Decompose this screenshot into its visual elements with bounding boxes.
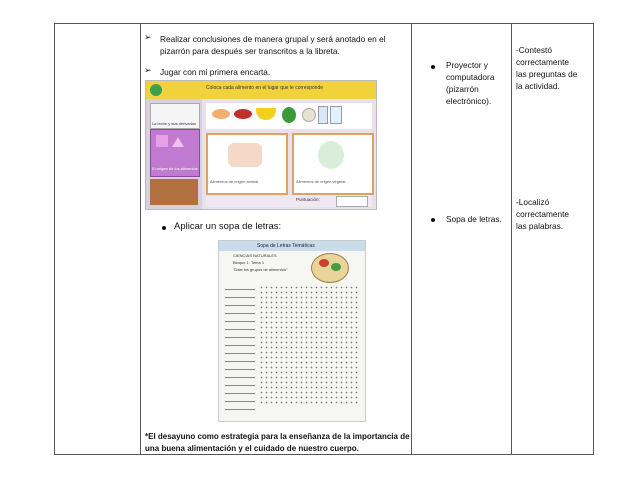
column-divider-2	[411, 23, 412, 455]
food-bottle-icon	[330, 106, 342, 124]
evaluation-2-line-2: correctamente	[516, 209, 570, 219]
food-bread-icon	[212, 109, 230, 119]
game-caption-origin: El origen de los alimentos	[152, 166, 198, 171]
bullet-icon	[431, 65, 435, 69]
word-search-subject: CIENCIAS NATURALES	[233, 253, 277, 258]
resource-1-line-1: Proyector y	[446, 60, 488, 70]
evaluation-located	[516, 196, 592, 232]
evaluation-2-line-1: -Localizó	[516, 197, 550, 207]
word-search-subtitle: "Dale los grupos de alimentos"	[233, 267, 288, 272]
score-box	[336, 196, 368, 207]
column-divider-1	[140, 23, 141, 455]
evaluation-1-line-2: correctamente	[516, 57, 570, 67]
activity-conclusions	[160, 33, 410, 57]
plate-tomato-icon	[319, 259, 329, 267]
footer-note-line-1: *El desayuno como estrategia para la enseñanza de la importancia de	[145, 432, 410, 441]
evaluation-answered	[516, 44, 592, 92]
activity-1-line-1: Realizar conclusiones de manera grupal y será anotado en el	[160, 34, 386, 44]
bullet-icon	[431, 218, 435, 222]
game-home-icon	[150, 84, 162, 96]
bullet-icon	[162, 226, 166, 230]
box-animal-label: Alimentos de origen animal	[210, 179, 259, 184]
resource-1-line-3: (pizarrón	[446, 84, 479, 94]
plate-vegetable-icon	[331, 263, 341, 271]
food-sausage-icon	[234, 109, 252, 119]
arrow-bullet-icon: ➢	[144, 32, 152, 42]
game-caption-milk: La leche y sus derivados	[152, 121, 197, 126]
letter-grid	[259, 285, 359, 405]
box-vegetal-label: Alimentos de origen vegetal	[296, 179, 346, 184]
column-divider-3	[511, 23, 512, 455]
game-shape-triangle	[172, 137, 184, 147]
food-plate-icon	[311, 253, 349, 283]
game-thumbnail-bread	[150, 179, 198, 205]
evaluation-1-line-1: -Contestó	[516, 45, 552, 55]
activity-word-search: Aplicar un sopa de letras:	[174, 221, 282, 232]
arrow-bullet-icon: ➢	[144, 65, 152, 75]
activity-1-line-2: pizarrón para después ser transcritos a la libreta.	[160, 46, 340, 56]
food-egg-icon	[302, 108, 316, 122]
table-border-left	[54, 23, 55, 455]
game-instruction: Coloca cada alimento en el lugar que le corresponde	[206, 85, 324, 91]
encarta-game-image	[145, 80, 377, 210]
resource-word-search: Sopa de letras.	[446, 214, 502, 224]
word-search-image	[218, 240, 366, 422]
food-milk-icon	[318, 106, 328, 124]
table-border-right	[593, 23, 594, 455]
activity-encarta: Jugar con mi primera encarta.	[160, 67, 271, 77]
score-label: Puntuación:	[296, 197, 320, 202]
word-search-block: Bloque 1. Tema 1	[233, 260, 265, 265]
table-border-top	[54, 23, 594, 24]
footer-note	[145, 431, 410, 455]
resource-projector	[446, 59, 508, 107]
evaluation-1-line-3: las preguntas de	[516, 69, 578, 79]
word-list	[225, 285, 255, 415]
evaluation-1-line-4: la actividad.	[516, 81, 560, 91]
footer-note-line-2: una buena alimentación y el cuidado de nuestro cuerpo.	[145, 444, 359, 453]
apple-silhouette-icon	[318, 141, 344, 169]
game-shape-square	[156, 135, 168, 147]
word-search-title: Sopa de Letras Temáticas	[257, 243, 315, 249]
resource-1-line-2: computadora	[446, 72, 495, 82]
food-lettuce-icon	[282, 107, 296, 123]
evaluation-2-line-3: las palabras.	[516, 221, 564, 231]
resource-1-line-4: electrónico).	[446, 96, 492, 106]
cow-silhouette-icon	[228, 143, 262, 167]
